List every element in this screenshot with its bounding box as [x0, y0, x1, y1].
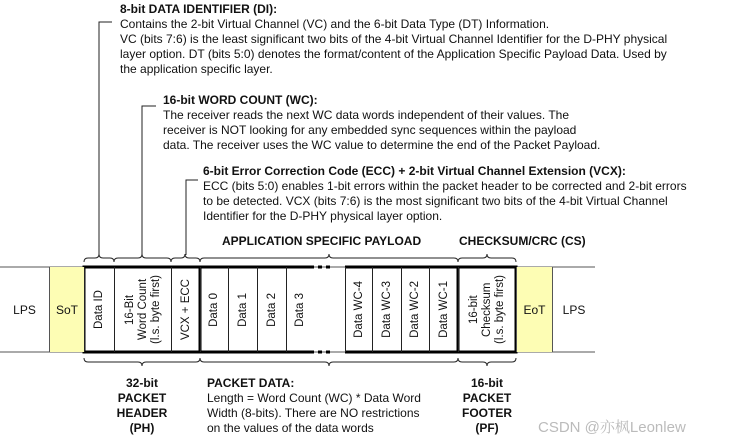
wc-line: data. The receiver uses the WC value to determine the end of the Packet Payload. [163, 138, 601, 152]
cell-16-bit-checksum-l-s-byte-first [458, 267, 516, 352]
cell-label: Data 2 [265, 292, 278, 327]
wc-leader-line [142, 106, 156, 255]
cell-label: EoT [523, 302, 546, 317]
cell-label: 16-Bit Word Count (l.s. byte first) [123, 274, 162, 344]
ecc-leader-line [186, 180, 198, 255]
ecc-description [203, 179, 687, 224]
cell-vcx-ecc [171, 267, 200, 352]
wc-title: 16-bit WORD COUNT (WC): [163, 93, 318, 107]
top-braces [84, 254, 516, 262]
cell-lps [0, 267, 49, 352]
packet-data-line: Length = Word Count (WC) * Data Word [207, 391, 421, 405]
packet-footer-label: 16-bit PACKET FOOTER (PF) [462, 376, 512, 435]
cell-data-2 [257, 267, 286, 352]
di-title: 8-bit DATA IDENTIFIER (DI): [120, 2, 278, 16]
checksum-header: CHECKSUM/CRC (CS) [459, 234, 586, 248]
cell-label: LPS [562, 302, 586, 317]
ecc-line: Identifier for the D-PHY physical layer option. [203, 209, 443, 223]
cell-label: Data ID [93, 290, 105, 329]
cell-sot [49, 267, 84, 352]
watermark: CSDN @亦枫Leonlew [538, 419, 686, 436]
ecc-line: to be detected. VCX (bits 7:6) is the most significant two bits of the 4-bit Virtual Channel [203, 194, 668, 208]
cell-data-1 [228, 267, 257, 352]
payload-header: APPLICATION SPECIFIC PAYLOAD [222, 234, 422, 248]
cell-data-wc-3 [372, 267, 401, 352]
di-line: the application specific layer. [120, 62, 273, 76]
packet-data-title: PACKET DATA: [207, 376, 295, 390]
cell-label: Data WC-2 [409, 281, 421, 338]
di-leader-line [99, 22, 112, 255]
cell-label: Data 0 [208, 292, 220, 327]
cell-label: Data WC-3 [380, 281, 393, 338]
cell-data-wc-1 [429, 267, 458, 352]
packet-data-description [207, 391, 421, 436]
cell-data-wc-2 [401, 267, 429, 352]
cell-label: SoT [55, 302, 78, 317]
cell-16-bit-word-count-l-s-byte-first [114, 267, 171, 352]
cell-label: LPS [13, 302, 36, 317]
cell-lps [552, 267, 595, 352]
cell-label: Data 3 [294, 292, 306, 327]
wc-line: receiver is NOT looking for any embedded sync sequences within the payload [163, 123, 577, 137]
ecc-title: 6-bit Error Correction Code (ECC) + 2-bit Virtual Channel Extension (VCX): [203, 164, 626, 178]
cell-label: Data 1 [236, 292, 249, 327]
cell-data-wc-4 [345, 267, 372, 352]
wc-description [163, 108, 600, 153]
cell-data-id [84, 267, 114, 352]
di-line: layer option. DT (bits 5:0) denotes the format/content of the Application Specific Payload Data. Used by [120, 47, 667, 61]
cell-label: Data WC-1 [437, 281, 450, 338]
bottom-braces [84, 358, 516, 366]
di-line: Contains the 2-bit Virtual Channel (VC) and the 6-bit Data Type (DT) Information. [120, 17, 550, 31]
di-line: VC (bits 7:6) is the least significant two bits of the 4-bit Virtual Channel Identifier for the D-PHY physical [120, 32, 668, 46]
cell-eot [516, 267, 552, 352]
cell-label: Data WC-4 [352, 281, 365, 338]
packet-data-line: on the values of the data words [207, 421, 374, 435]
packet-data-line: Width (8-bits). There are NO restrictions [207, 406, 420, 420]
cell-label: VCX + ECC [179, 278, 192, 341]
cell-data-3 [286, 267, 314, 352]
ecc-line: ECC (bits 5:0) enables 1-bit errors within the packet header to be corrected and 2-bit errors [203, 179, 687, 193]
wc-line: The receiver reads the next WC data words independent of their values. The [163, 108, 570, 122]
packet-header-label: 32-bit PACKET HEADER (PH) [116, 376, 168, 435]
di-description [120, 17, 667, 77]
cell-data-0 [200, 267, 228, 352]
cell-label: 16-bit Checksum (l.s. byte first) [468, 274, 506, 344]
